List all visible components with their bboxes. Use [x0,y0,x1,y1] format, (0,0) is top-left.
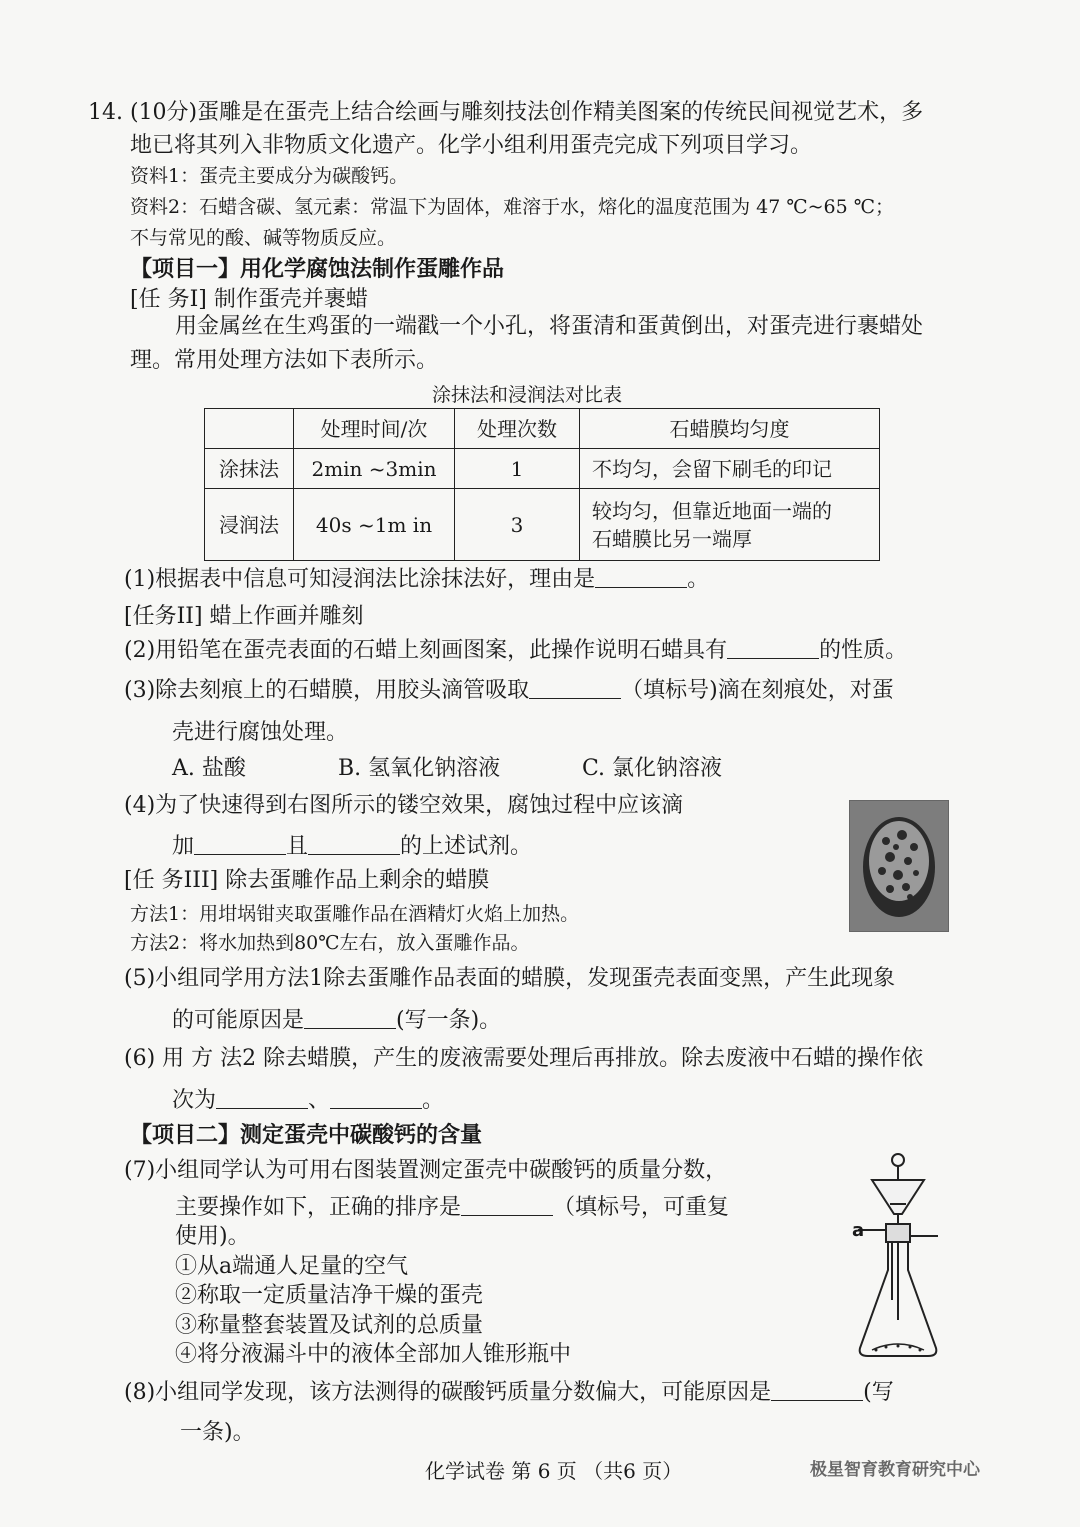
table-cell-line: 石蜡膜比另一端厚 [592,526,752,551]
task-1-title: [任 务I] 制作蛋壳并裹蜡 [130,287,368,312]
table-header-cell: 处理时间/次 [294,409,455,449]
reference-2-line2: 不与常见的酸、碱等物质反应。 [130,227,397,249]
table-cell: 3 [455,489,580,561]
question-1 [124,565,709,595]
question-4-end: 的上述试剂。 [400,834,533,859]
question-3-line2: 壳进行腐蚀处理。 [172,720,349,745]
question-2-text: (2)用铅笔在蛋壳表面的石蜡上刻画图案，此操作说明石蜡具有 [124,638,728,663]
question-5-text: 的可能原因是 [172,1008,305,1033]
question-8-line1 [124,1378,894,1408]
reference-1: 资料1：蛋壳主要成分为碳酸钙。 [130,165,409,187]
step-item: ②称取一定质量洁净干燥的蛋壳 [175,1283,484,1308]
table-header-cell: 处理次数 [455,409,580,449]
option-a: A. 盐酸 [172,756,246,781]
step-item: ③称量整套装置及试剂的总质量 [175,1313,484,1338]
option-c: C. 氯化钠溶液 [582,756,723,781]
answer-blank[interactable] [771,1378,863,1401]
table-cell: 浸润法 [205,489,294,561]
question-8-text: (8)小组同学发现，该方法测得的碳酸钙质量分数偏大，可能原因是 [124,1380,772,1405]
table-caption: 涂抹法和浸润法对比表 [432,384,623,406]
question-14-line1: 14. (10分)蛋雕是在蛋壳上结合绘画与雕刻技法创作精美图案的传统民间视觉艺术，多 [88,100,924,125]
question-4-line2 [172,832,532,862]
table-header-row [205,409,880,449]
answer-blank[interactable] [216,1086,308,1109]
table-cell: 40s ~1m in [294,489,455,561]
project-1-title: 【项目一】用化学腐蚀法制作蛋雕作品 [130,256,505,282]
task-2-title: [任务II] 蜡上作画并雕刻 [124,604,364,629]
table-row [205,489,880,561]
task-3-title: [任 务III] 除去蛋雕作品上剩余的蜡膜 [124,868,490,893]
answer-blank[interactable] [727,636,819,659]
answer-blank[interactable] [529,676,621,699]
table-cell [580,489,880,561]
answer-blank[interactable] [304,1006,396,1029]
question-6-line2 [172,1086,444,1116]
table-header-cell [205,409,294,449]
table-header-cell: 石蜡膜均匀度 [580,409,880,449]
question-5-line2 [172,1006,501,1036]
question-6-text: 次为 [172,1088,217,1113]
project-2-title: 【项目二】测定蛋壳中碳酸钙的含量 [130,1122,483,1148]
question-4-mid: 且 [286,834,309,859]
page-footer: 化学试卷 第 6 页 （共6 页） [425,1459,683,1483]
task-1-paragraph-2: 理。常用处理方法如下表所示。 [130,348,439,373]
table-cell-line: 较均匀，但靠近地面一端的 [592,498,832,523]
question-7-line2 [175,1193,729,1223]
table-cell: 涂抹法 [205,449,294,489]
question-5-end: (写一条)。 [396,1008,502,1033]
answer-blank[interactable] [194,832,286,855]
question-8-line2: 一条)。 [180,1420,255,1445]
step-item: ①从a端通人足量的空气 [175,1254,409,1279]
question-5-line1: (5)小组同学用方法1除去蛋雕作品表面的蜡膜，发现蛋壳表面变黑，产生此现象 [124,966,896,991]
task-1-paragraph-1: 用金属丝在生鸡蛋的一端戳一个小孔，将蛋清和蛋黄倒出，对蛋壳进行裹蜡处 [175,314,924,339]
reference-2-line1: 资料2：石蜡含碳、氢元素：常温下为固体，难溶于水，熔化的温度范围为 47 ℃~65 ℃； [130,196,894,218]
question-7-line3: 使用)。 [175,1224,250,1249]
organization-watermark: 极星智育教育研究中心 [810,1460,980,1480]
answer-blank[interactable] [461,1193,553,1216]
question-1-end: 。 [687,567,710,592]
question-2 [124,636,907,666]
answer-blank[interactable] [308,832,400,855]
question-3-line1 [124,676,894,706]
table-cell: 1 [455,449,580,489]
table-cell: 不均匀，会留下刷毛的印记 [580,449,880,489]
question-7-end: （填标号，可重复 [553,1195,730,1220]
table-cell: 2min ~3min [294,449,455,489]
question-6-line1: (6) 用 方 法2 除去蜡膜，产生的废液需要处理后再排放。除去废液中石蜡的操作依 [124,1046,924,1071]
question-6-end: 。 [422,1088,445,1113]
question-7-text: 主要操作如下，正确的排序是 [175,1195,462,1220]
answer-blank[interactable] [595,565,687,588]
question-8-end: (写 [863,1380,894,1405]
comparison-table [204,408,880,561]
table-row [205,449,880,489]
apparatus-label-a: a [852,1220,865,1241]
question-6-sep: 、 [308,1088,331,1113]
question-14-line2: 地已将其列入非物质文化遗产。化学小组利用蛋壳完成下列项目学习。 [130,133,813,158]
question-4-line1: (4)为了快速得到右图所示的镂空效果，腐蚀过程中应该滴 [124,793,684,818]
question-4-text: 加 [172,834,195,859]
method-1: 方法1：用坩埚钳夹取蛋雕作品在酒精灯火焰上加热。 [130,903,580,925]
option-b: B. 氢氧化钠溶液 [338,756,501,781]
egg-carving-image [849,800,949,932]
question-3-text: (3)除去刻痕上的石蜡膜，用胶头滴管吸取 [124,678,530,703]
question-3-end: （填标号)滴在刻痕处，对蛋 [621,678,894,703]
question-7-line1: (7)小组同学认为可用右图装置测定蛋壳中碳酸钙的质量分数， [124,1158,728,1183]
apparatus-diagram [846,1150,950,1366]
step-item: ④将分液漏斗中的液体全部加人锥形瓶中 [175,1342,572,1367]
question-1-text: (1)根据表中信息可知浸润法比涂抹法好，理由是 [124,567,596,592]
question-2-end: 的性质。 [819,638,908,663]
answer-blank[interactable] [330,1086,422,1109]
method-2: 方法2：将水加热到80℃左右，放入蛋雕作品。 [130,932,530,954]
